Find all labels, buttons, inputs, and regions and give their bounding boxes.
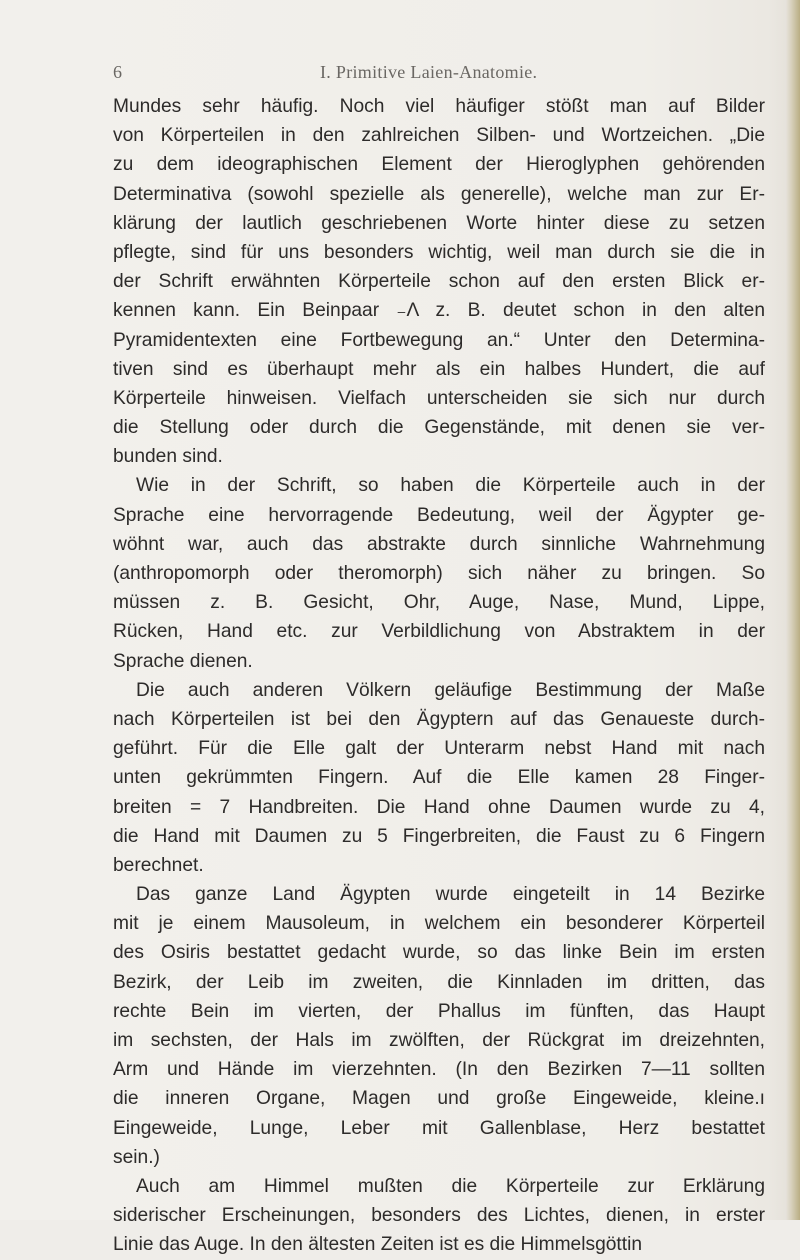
text-line: berechnet.: [113, 854, 204, 876]
page-header: [0, 62, 800, 86]
text-line: Determinativa (sowohl spezielle als generelle), welche man zur Er-: [113, 183, 765, 205]
text-line: Auch am Himmel mußten die Körperteile zur Erklärung: [136, 1175, 765, 1197]
text-line: mit je einem Mausoleum, in welchem ein besonderer Körperteil: [113, 913, 765, 935]
text-line: die inneren Organe, Magen und große Eingeweide, kleine.ı: [113, 1088, 765, 1110]
text-line: Eingeweide, Lunge, Leber mit Gallenblase, Herz bestattet: [113, 1117, 765, 1139]
text-line: pflegte, sind für uns besonders wichtig, weil man durch sie die in: [113, 241, 765, 263]
text-line: Pyramidentexten eine Fortbewegung an.“ Unter den Determina-: [113, 329, 765, 351]
text-line: siderischer Erscheinungen, besonders des Lichtes, dienen, in erster: [113, 1205, 765, 1227]
text-line: kennen kann. Ein Beinpaar ₋Λ z. B. deutet schon in den alten: [113, 300, 765, 322]
text-line: bunden sind.: [113, 446, 223, 468]
text-line: Arm und Hände im vierzehnten. (In den Bezirken 7—11 sollten: [113, 1059, 765, 1081]
text-line: des Osiris bestattet gedacht wurde, so das linke Bein im ersten: [113, 942, 765, 964]
text-line: Sprache dienen.: [113, 650, 253, 672]
text-line: der Schrift erwähnten Körperteile schon auf den ersten Blick er-: [113, 271, 765, 293]
text-line: im sechsten, der Hals im zwölften, der Rückgrat im dreizehnten,: [113, 1030, 765, 1051]
text-line: klärung der lautlich geschriebenen Worte hinter diese zu setzen: [113, 212, 765, 234]
text-line: Die auch anderen Völkern geläufige Bestimmung der Maße: [136, 679, 765, 701]
running-head: I. Primitive Laien-Anatomie.: [320, 62, 538, 82]
text-line: tiven sind es überhaupt mehr als ein halbes Hundert, die auf: [113, 358, 765, 380]
text-line: breiten = 7 Handbreiten. Die Hand ohne Daumen wurde zu 4,: [113, 796, 765, 818]
text-line: Linie das Auge. In den ältesten Zeiten ist es die Himmelsgöttin: [113, 1234, 643, 1256]
text-line: geführt. Für die Elle galt der Unterarm nebst Hand mit nach: [113, 738, 765, 760]
body-text: [113, 92, 765, 1260]
text-line: (anthropomorph oder theromorph) sich näher zu bringen. So: [113, 563, 765, 584]
text-line: Mundes sehr häufig. Noch viel häufiger stößt man auf Bilder: [113, 96, 765, 117]
text-line: unten gekrümmten Fingern. Auf die Elle kamen 28 Finger-: [113, 767, 765, 789]
text-line: wöhnt war, auch das abstrakte durch sinnliche Wahrnehmung: [113, 533, 765, 555]
text-line: Sprache eine hervorragende Bedeutung, weil der Ägypter ge-: [113, 504, 765, 526]
text-line: müssen z. B. Gesicht, Ohr, Auge, Nase, Mund, Lippe,: [113, 592, 765, 614]
text-line: Rücken, Hand etc. zur Verbildlichung von Abstraktem in der: [113, 621, 765, 643]
text-line: die Stellung oder durch die Gegenstände, mit denen sie ver-: [113, 417, 765, 439]
text-line: nach Körperteilen ist bei den Ägyptern auf das Genaueste durch-: [113, 708, 765, 730]
paragraph: [113, 471, 765, 675]
page-edge-shadow: [786, 0, 800, 1220]
text-line: Bezirk, der Leib im zweiten, die Kinnladen im dritten, das: [113, 971, 765, 993]
paragraph: [113, 1172, 765, 1260]
text-line: die Hand mit Daumen zu 5 Fingerbreiten, die Faust zu 6 Fingern: [113, 825, 765, 847]
text-line: Das ganze Land Ägypten wurde eingeteilt in 14 Bezirke: [136, 884, 765, 906]
text-line: von Körperteilen in den zahlreichen Silben- und Wortzeichen. „Die: [113, 125, 765, 147]
page-number: 6: [113, 62, 122, 82]
text-line: Wie in der Schrift, so haben die Körperteile auch in der: [136, 475, 765, 497]
text-line: rechte Bein im vierten, der Phallus im fünften, das Haupt: [113, 1000, 765, 1022]
text-line: sein.): [113, 1146, 160, 1168]
paragraph: [113, 880, 765, 1172]
paragraph: [113, 676, 765, 880]
text-line: Körperteile hinweisen. Vielfach unterscheiden sie sich nur durch: [113, 387, 765, 409]
paragraph: [113, 92, 765, 471]
text-line: zu dem ideographischen Element der Hieroglyphen gehörenden: [113, 154, 765, 176]
